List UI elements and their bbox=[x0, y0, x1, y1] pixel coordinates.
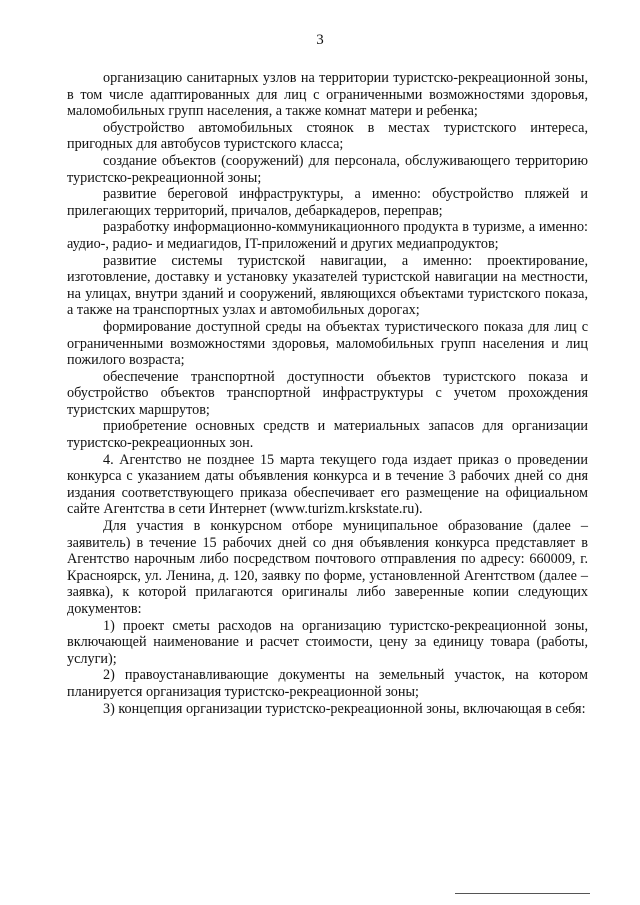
list-item-1-cost-estimate: 1) проект сметы расходов на организацию туристско-рекреационной зоны, включающей наименование и расчет стоимости, цену за единицу товара (работы, услуги); bbox=[67, 617, 588, 667]
list-item-3-concept: 3) концепция организации туристско-рекреационной зоны, включающая в себя: bbox=[103, 700, 586, 717]
page-number: 3 bbox=[316, 32, 324, 48]
paragraph-sanitary-units: организацию санитарных узлов на территории туристско-рекреационной зоны, в том числе адаптированных для лиц с ограниченными возможностями здоровья, маломобильных групп населения, а также комнат матери и ребенка; bbox=[67, 70, 588, 120]
paragraph-staff-facilities: создание объектов (сооружений) для персонала, обслуживающего территорию туристско-рекреационной зоны; bbox=[67, 152, 588, 186]
paragraph-coastal-infrastructure: развитие береговой инфраструктуры, а именно: обустройство пляжей и прилегающих территорий, причалов, дебаркадеров, переправ; bbox=[67, 186, 588, 219]
paragraph-application-submission: Для участия в конкурсном отборе муниципальное образование (далее – заявитель) в течение 15 рабочих дней со дня объявления конкурса представляет в Агентство нарочным либо посредством почтового отправления по адресу: 660009, г. Красноярск, ул. Ленина, д. 120, заявку по форме, установленной Агентством (далее – заявка), к которой прилагаются оригиналы либо заверенные копии следующих документов: bbox=[67, 518, 588, 617]
paragraph-navigation-system: развитие системы туристской навигации, а именно: проектирование, изготовление, доставку и установку указателей туристской навигации на местности, на улицах, внутри зданий и сооружений, являющихся объектами туристского показа, а также на транспортных узлах и автомобильных дорогах; bbox=[67, 252, 588, 319]
footer-rule bbox=[455, 893, 590, 894]
paragraph-item-4-agency-order: 4. Агентство не позднее 15 марта текущего года издает приказ о проведении конкурса с указанием даты объявления конкурса и в течение 3 рабочих дней со дня издания соответствующего приказа обеспечивает его размещение на официальном сайте Агентства в сети Интернет (www.turizm.krskstate.ru). bbox=[67, 451, 588, 518]
paragraph-transport-accessibility: обеспечение транспортной доступности объектов туристского показа и обустройство объектов транспортной инфраструктуры с учетом прохождения туристских маршрутов; bbox=[67, 368, 588, 418]
paragraph-parking: обустройство автомобильных стоянок в местах туристского интереса, пригодных для автобусов туристского класса; bbox=[67, 119, 588, 153]
paragraph-information-product: разработку информационно-коммуникационного продукта в туризме, а именно: аудио-, радио- и медиагидов, IT-приложений и других медиапродуктов; bbox=[67, 219, 588, 252]
list-item-2-land-documents: 2) правоустанавливающие документы на земельный участок, на котором планируется организация туристско-рекреационной зоны; bbox=[67, 667, 588, 700]
paragraph-fixed-assets: приобретение основных средств и материальных запасов для организации туристско-рекреационных зон. bbox=[67, 418, 588, 452]
paragraph-accessible-environment: формирование доступной среды на объектах туристического показа для лиц с ограниченными возможностями здоровья, маломобильных групп населения и лиц пожилого возраста; bbox=[67, 318, 588, 369]
document-body bbox=[67, 70, 588, 717]
